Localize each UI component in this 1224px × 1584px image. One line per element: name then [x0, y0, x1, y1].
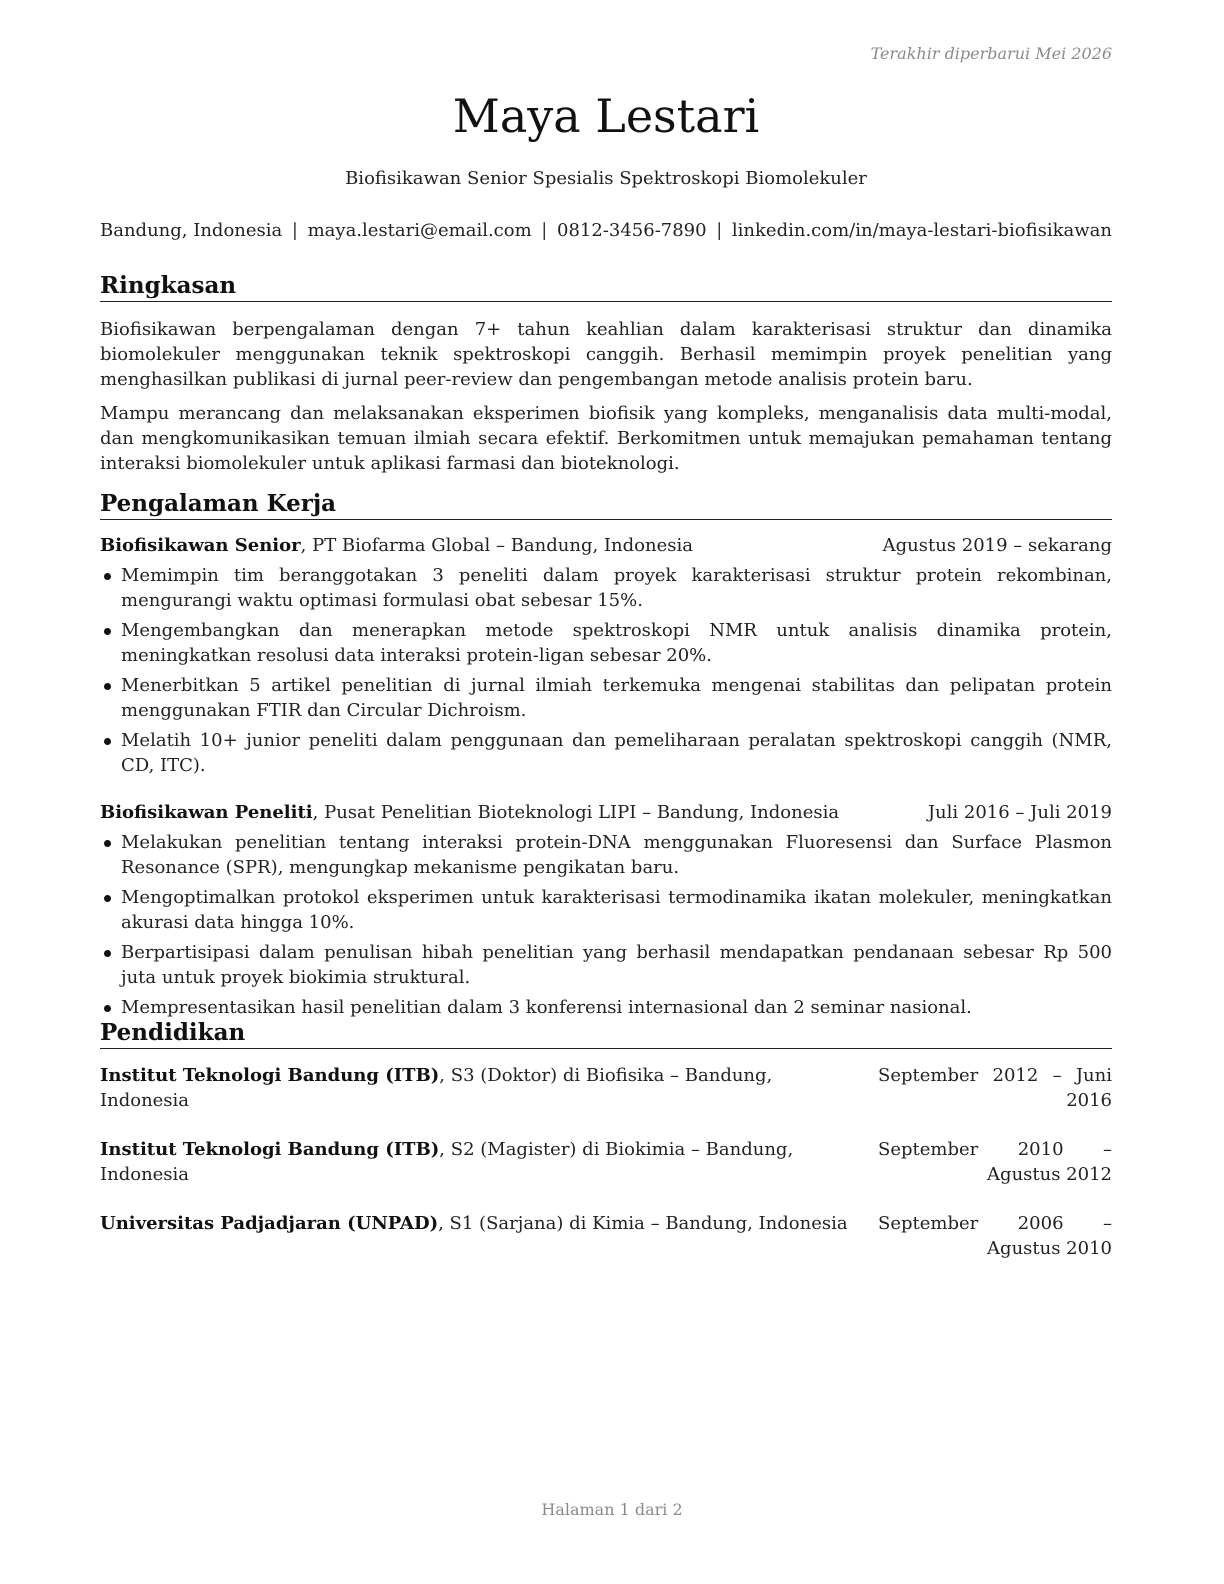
- education-institution-line: [100, 1211, 860, 1261]
- education-dates: September 2010 – Agustus 2012: [878, 1139, 1112, 1185]
- bullet-icon: [104, 840, 111, 847]
- job-bullets: [100, 830, 1112, 1020]
- contact-linkedin[interactable]: linkedin.com/in/maya-lestari-biofisikawan: [731, 220, 1112, 241]
- summary-paragraph-1: Biofisikawan berpengalaman dengan 7+ tahun keahlian dalam karakterisasi struktur dan dinamika biomolekuler menggunakan teknik spektroskopi canggih. Berhasil memimpin proyek penelitian yang menghasilkan publikasi di jurnal peer-review dan pengembangan metode analisis protein baru.: [100, 319, 1112, 390]
- job-dates: Agustus 2019 – sekarang: [882, 535, 1112, 556]
- job-bullets: [100, 563, 1112, 778]
- job-bullet: Menerbitkan 5 artikel penelitian di jurnal ilmiah terkemuka mengenai stabilitas dan pelipatan protein menggunakan FTIR dan Circular Dichroism.: [100, 673, 1112, 723]
- experience-heading: Pengalaman Kerja: [100, 489, 1112, 520]
- education-heading: Pendidikan: [100, 1018, 1112, 1049]
- contact-line: [100, 219, 1112, 243]
- candidate-name: Maya Lestari: [452, 89, 760, 143]
- job-bullet: Melatih 10+ junior peneliti dalam penggunaan dan pemeliharaan peralatan spektroskopi canggih (NMR, CD, ITC).: [100, 728, 1112, 778]
- education-degree: , S2 (Magister) di Biokimia – Bandung, Indonesia: [100, 1139, 794, 1185]
- contact-email[interactable]: maya.lestari@email.com: [307, 220, 532, 241]
- job-role: Biofisikawan Peneliti: [100, 802, 313, 823]
- bullet-icon: [104, 895, 111, 902]
- job-title-line: [100, 533, 693, 558]
- contact-location: Bandung, Indonesia: [100, 220, 283, 241]
- education-degree: , S1 (Sarjana) di Kimia – Bandung, Indonesia: [438, 1213, 848, 1234]
- education-dates: September 2012 – Juni 2016: [878, 1065, 1112, 1111]
- education-section: [100, 1018, 1112, 1261]
- job-bullet: Melakukan penelitian tentang interaksi protein-DNA menggunakan Fluoresensi dan Surface Plasmon Resonance (SPR), mengungkap mekanisme pengikatan baru.: [100, 830, 1112, 880]
- education-institution: Institut Teknologi Bandung (ITB): [100, 1065, 440, 1086]
- education-entry: [100, 1137, 1112, 1187]
- contact-separator: |: [716, 220, 723, 241]
- bullet-icon: [104, 1005, 111, 1012]
- job-header: [100, 533, 1112, 558]
- summary-paragraph-2: Mampu merancang dan melaksanakan eksperimen biofisik yang kompleks, menganalisis data multi-modal, dan mengkomunikasikan temuan ilmiah secara efektif. Berkomitmen untuk memajukan pemahaman tentang interaksi biomolekuler untuk aplikasi farmasi dan bioteknologi.: [100, 403, 1112, 474]
- contact-phone: 0812-3456-7890: [557, 220, 707, 241]
- job-bullet: Berpartisipasi dalam penulisan hibah penelitian yang berhasil mendapatkan pendanaan sebesar Rp 500 juta untuk proyek biokimia struktural.: [100, 940, 1112, 990]
- education-entry: [100, 1211, 1112, 1261]
- job-bullet: Memimpin tim beranggotakan 3 peneliti dalam proyek karakterisasi struktur protein rekombinan, mengurangi waktu optimasi formulasi obat sebesar 15%.: [100, 563, 1112, 613]
- job-role: Biofisikawan Senior: [100, 535, 301, 556]
- education-institution: Universitas Padjadjaran (UNPAD): [100, 1213, 439, 1234]
- job-title-line: [100, 800, 839, 825]
- bullet-icon: [104, 738, 111, 745]
- job-header: [100, 800, 1112, 825]
- job-dates: Juli 2016 – Juli 2019: [927, 802, 1112, 823]
- bullet-icon: [104, 950, 111, 957]
- education-institution-line: [100, 1137, 860, 1187]
- candidate-headline: Biofisikawan Senior Spesialis Spektroskopi Biomolekuler: [345, 168, 867, 189]
- page-number: Halaman 1 dari 2: [541, 1500, 683, 1519]
- education-institution-line: [100, 1063, 860, 1113]
- last-updated-note: Terakhir diperbarui Mei 2026: [870, 44, 1112, 63]
- job-bullet: Mengoptimalkan protokol eksperimen untuk karakterisasi termodinamika ikatan molekuler, meningkatkan akurasi data hingga 10%.: [100, 885, 1112, 935]
- bullet-icon: [104, 683, 111, 690]
- job-organization: , Pusat Penelitian Bioteknologi LIPI – Bandung, Indonesia: [312, 802, 840, 823]
- contact-separator: |: [541, 220, 548, 241]
- job-organization: , PT Biofarma Global – Bandung, Indonesia: [300, 535, 693, 556]
- job-bullet: Mengembangkan dan menerapkan metode spektroskopi NMR untuk analisis dinamika protein, meningkatkan resolusi data interaksi protein-ligan sebesar 20%.: [100, 618, 1112, 668]
- job-entry: [100, 800, 1112, 1020]
- job-entry: [100, 533, 1112, 778]
- experience-section: [100, 489, 1112, 1020]
- bullet-icon: [104, 628, 111, 635]
- summary-section: [100, 271, 1112, 476]
- bullet-icon: [104, 573, 111, 580]
- job-bullet: Mempresentasikan hasil penelitian dalam 3 konferensi internasional dan 2 seminar nasional.: [100, 995, 1112, 1020]
- education-institution: Institut Teknologi Bandung (ITB): [100, 1139, 440, 1160]
- contact-separator: |: [291, 220, 298, 241]
- education-entry: [100, 1063, 1112, 1113]
- education-dates: September 2006 – Agustus 2010: [878, 1213, 1112, 1259]
- summary-heading: Ringkasan: [100, 271, 1112, 302]
- education-degree: , S3 (Doktor) di Biofisika – Bandung, Indonesia: [100, 1065, 773, 1111]
